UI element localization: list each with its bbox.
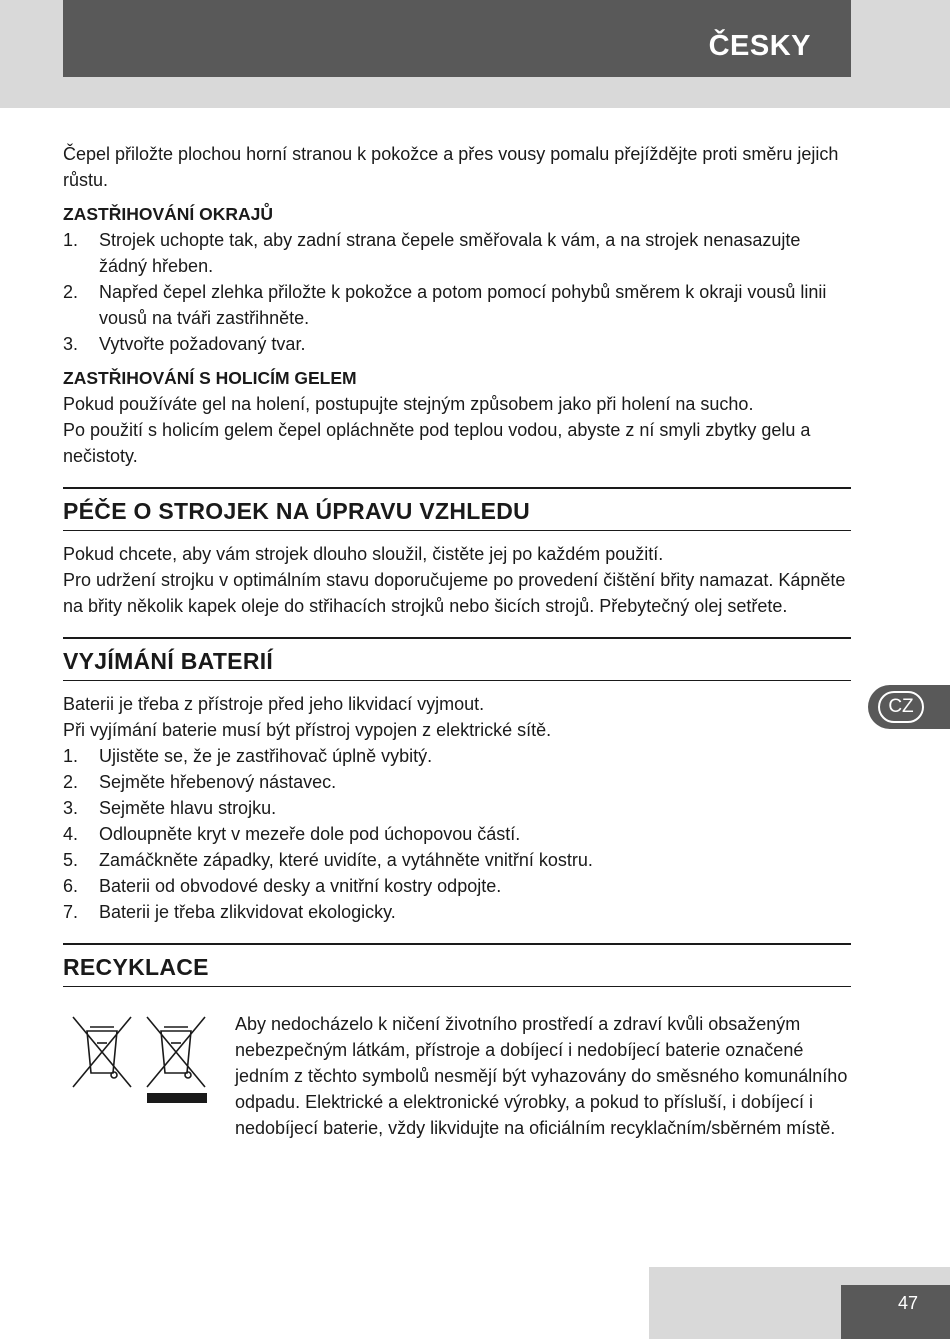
- recycling-paragraph: Aby nedocházelo k ničení životního prostředí a zdraví kvůli obsaženým nebezpečným látkám, přístroje a dobíjecí i nedobíjecí baterie označené jedním z těchto symbolů nesmějí být vyhazovány do směsného komunálního odpadu. Elektrické a elektronické výrobky, a pokud to přísluší, i dobíjecí i nedobíjecí baterie, vždy likvidujte na oficiálním recyklačním/sběrném místě.: [235, 1014, 848, 1138]
- crossed-bin-with-bar-icon: [147, 1017, 207, 1103]
- recycling-section-title: RECYKLACE: [63, 943, 851, 987]
- list-item: 6. Baterii od obvodové desky a vnitřní kostry odpojte.: [63, 876, 502, 896]
- gel-trimming-heading: ZASTŘIHOVÁNÍ S HOLICÍM GELEM: [63, 368, 357, 388]
- page-content: [63, 141, 851, 1141]
- list-item: 2. Napřed čepel zlehka přiložte k pokožce a potom pomocí pohybů směrem k okraji vousů linii vousů na tváři zastřihněte.: [63, 282, 827, 328]
- care-paragraph-2: Pro udržení strojku v optimálním stavu doporučujeme po provedení čištění břity namazat. Kápněte na břity několik kapek oleje do střihacích strojků nebo šicích strojů. Přebytečný olej setřete.: [63, 570, 846, 616]
- list-item: 4. Odloupněte kryt v mezeře dole pod úchopovou částí.: [63, 824, 521, 844]
- cz-badge: CZ: [878, 691, 924, 723]
- list-item: 7. Baterii je třeba zlikvidovat ekologicky.: [63, 902, 396, 922]
- list-item: 3. Vytvořte požadovaný tvar.: [63, 334, 306, 354]
- list-item: 1. Ujistěte se, že je zastřihovač úplně vybitý.: [63, 746, 433, 766]
- gel-paragraph-1: Pokud používáte gel na holení, postupujte stejným způsobem jako při holení na sucho.: [63, 394, 754, 414]
- page-number-box: [841, 1285, 950, 1339]
- list-item: 1. Strojek uchopte tak, aby zadní strana čepele směřovala k vám, a na strojek nenasazujte žádný hřeben.: [63, 230, 801, 276]
- language-tab: [868, 685, 950, 729]
- language-header: [63, 0, 851, 77]
- care-section-title: PÉČE O STROJEK NA ÚPRAVU VZHLEDU: [63, 487, 851, 531]
- battery-paragraph-1: Baterii je třeba z přístroje před jeho likvidací vyjmout.: [63, 694, 485, 714]
- care-paragraph-1: Pokud chcete, aby vám strojek dlouho sloužil, čistěte jej po každém použití.: [63, 544, 664, 564]
- gel-paragraph-2: Po použití s holicím gelem čepel opláchněte pod teplou vodou, abyste z ní smyli zbytky gelu a nečistoty.: [63, 420, 811, 466]
- recycling-symbols: [63, 1011, 235, 1141]
- battery-steps: [63, 743, 851, 925]
- list-item: 2. Sejměte hřebenový nástavec.: [63, 772, 337, 792]
- list-item: 5. Zamáčkněte západky, které uvidíte, a vytáhněte vnitřní kostru.: [63, 850, 593, 870]
- intro-paragraph: Čepel přiložte plochou horní stranou k pokožce a přes vousy pomalu přejíždějte proti směru jejich růstu.: [63, 144, 839, 190]
- page-number: 47: [897, 1293, 919, 1313]
- battery-paragraph-2: Při vyjímání baterie musí být přístroj vypojen z elektrické sítě.: [63, 720, 552, 740]
- battery-section-title: VYJÍMÁNÍ BATERIÍ: [63, 637, 851, 681]
- list-item: 3. Sejměte hlavu strojku.: [63, 798, 277, 818]
- edge-trimming-steps: [63, 227, 851, 357]
- edge-trimming-heading: ZASTŘIHOVÁNÍ OKRAJŮ: [63, 204, 274, 224]
- crossed-bin-icon: [73, 1017, 131, 1087]
- language-title: ČESKY: [708, 30, 811, 62]
